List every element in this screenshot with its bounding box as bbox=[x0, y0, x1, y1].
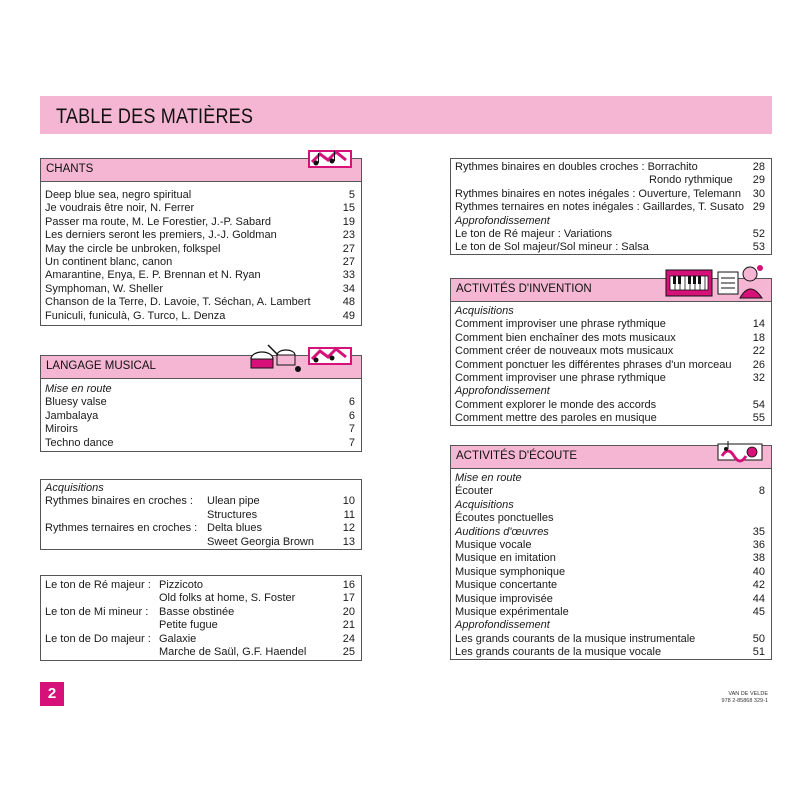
page-ref: 7 bbox=[348, 423, 355, 436]
entry-title: Les grands courants de la musique vocale bbox=[455, 646, 662, 659]
page-ref: 54 bbox=[752, 398, 765, 411]
entry-title: Musique concertante bbox=[455, 579, 558, 592]
entry-title: Bluesy valse bbox=[45, 396, 107, 409]
rythmes-list bbox=[45, 482, 355, 549]
entry-subtitle: Pizzicoto bbox=[159, 579, 204, 591]
chants-title: CHANTS bbox=[46, 163, 94, 175]
entry-title: Rythmes ternaires en notes inégales : Gaillardes, T. Susato bbox=[455, 201, 745, 214]
toc-entry bbox=[455, 385, 765, 398]
toc-entry bbox=[455, 619, 765, 632]
entry-subtitle: Sweet Georgia Brown bbox=[207, 535, 314, 548]
page-ref: 18 bbox=[752, 331, 765, 344]
toc-entry bbox=[45, 633, 355, 646]
page-ref: 17 bbox=[342, 592, 355, 605]
page-ref: 24 bbox=[342, 632, 355, 645]
toc-entry bbox=[45, 269, 355, 282]
entry-title: Musique expérimentale bbox=[455, 605, 569, 618]
entry-title: Je voudrais être noir, N. Ferrer bbox=[45, 202, 195, 215]
toc-entry bbox=[45, 592, 355, 605]
toc-entry bbox=[455, 305, 765, 318]
entry-title: Le ton de Ré majeur : Variations bbox=[455, 227, 612, 240]
toc-entry bbox=[455, 566, 765, 579]
toc-entry bbox=[455, 345, 765, 358]
toc-entry bbox=[455, 201, 765, 214]
entry-title: Rythmes binaires en croches : bbox=[45, 495, 193, 508]
entry-title: Le ton de Mi mineur : bbox=[45, 605, 149, 618]
page-ref: 11 bbox=[343, 508, 355, 521]
entry-title: Symphoman, W. Sheller bbox=[45, 282, 163, 295]
toc-entry bbox=[45, 619, 355, 632]
entry-title: Musique en imitation bbox=[455, 552, 556, 565]
entry-subtitle: Old folks at home, S. Foster bbox=[159, 592, 296, 605]
title-banner bbox=[40, 96, 772, 134]
entry-title: Passer ma route, M. Le Forestier, J.-P. Sabard bbox=[45, 215, 272, 228]
toc-entry bbox=[45, 606, 355, 619]
drums-icon bbox=[248, 343, 304, 373]
toc-entry bbox=[45, 296, 355, 309]
page-ref: 49 bbox=[342, 309, 355, 322]
toc-entry bbox=[455, 161, 765, 174]
entry-title: Techno dance bbox=[45, 436, 114, 449]
toc-entry bbox=[455, 472, 765, 485]
page-ref: 35 bbox=[752, 525, 765, 538]
entry-title: May the circle be unbroken, folkspel bbox=[45, 242, 221, 255]
ecoute-box bbox=[450, 445, 772, 660]
entry-title: Musique improvisée bbox=[455, 592, 553, 605]
page-ref: 5 bbox=[348, 189, 355, 201]
page-ref: 42 bbox=[752, 579, 765, 592]
entry-title: Le ton de Sol majeur/Sol mineur : Salsa bbox=[455, 241, 649, 254]
rythmes-avances-list bbox=[455, 161, 765, 255]
toc-entry bbox=[45, 189, 355, 202]
entry-title: Comment bien enchaîner des mots musicaux bbox=[455, 331, 676, 344]
toc-entry bbox=[45, 229, 355, 242]
ecoute-list bbox=[455, 472, 765, 659]
toc-entry bbox=[45, 256, 355, 269]
entry-title: Chanson de la Terre, D. Lavoie, T. Séchan, A. Lambert bbox=[45, 296, 311, 309]
section-label: Acquisitions bbox=[455, 498, 514, 511]
entry-title: Musique symphonique bbox=[455, 565, 566, 578]
section-label: Mise en route bbox=[455, 472, 522, 484]
toc-entry bbox=[455, 188, 765, 201]
section-label: Approfondissement bbox=[455, 385, 550, 398]
toc-entry bbox=[45, 396, 355, 409]
page-ref: 15 bbox=[342, 202, 355, 215]
section-label: Acquisitions bbox=[455, 305, 514, 317]
entry-title: Rondo rythmique bbox=[649, 174, 733, 187]
entry-title: Écoutes ponctuelles bbox=[455, 512, 554, 525]
entry-subtitle: Galaxie bbox=[159, 632, 197, 645]
entry-subtitle: Petite fugue bbox=[159, 619, 218, 632]
section-label: Acquisitions bbox=[45, 482, 104, 494]
page-ref: 23 bbox=[342, 229, 355, 242]
entry-title: Comment créer de nouveaux mots musicaux bbox=[455, 345, 674, 358]
keyboard-icon bbox=[664, 266, 714, 298]
page-ref: 52 bbox=[752, 227, 765, 240]
page-ref: 29 bbox=[752, 174, 765, 187]
toc-entry bbox=[45, 283, 355, 296]
toc-entry bbox=[45, 243, 355, 256]
page-ref: 27 bbox=[342, 255, 355, 268]
toc-entry bbox=[45, 310, 355, 323]
entry-title: Les derniers seront les premiers, J.-J. Goldman bbox=[45, 229, 277, 242]
entry-title: Comment mettre des paroles en musique bbox=[455, 412, 657, 425]
toc-entry bbox=[455, 593, 765, 606]
toc-entry bbox=[45, 579, 355, 592]
toc-entry bbox=[455, 606, 765, 619]
invention-list bbox=[455, 305, 765, 426]
entry-title: Comment explorer le monde des accords bbox=[455, 398, 657, 411]
page-ref: 8 bbox=[758, 485, 765, 498]
toc-entry bbox=[455, 241, 765, 254]
toc-entry bbox=[45, 646, 355, 659]
page-ref: 21 bbox=[342, 619, 355, 632]
invention-title: ACTIVITÉS D'INVENTION bbox=[456, 283, 592, 295]
toc-entry bbox=[455, 512, 765, 525]
page-ref: 6 bbox=[348, 396, 355, 409]
listening-icon bbox=[716, 438, 766, 464]
page-ref: 26 bbox=[752, 358, 765, 371]
entry-subtitle: Ulean pipe bbox=[207, 495, 260, 508]
toc-entry bbox=[455, 228, 765, 241]
page-ref: 13 bbox=[342, 535, 355, 548]
toc-entry bbox=[455, 646, 765, 659]
entry-title: Deep blue sea, negro spiritual bbox=[45, 189, 192, 201]
page-ref: 44 bbox=[752, 592, 765, 605]
rythmes-box bbox=[40, 479, 362, 550]
toc-entry bbox=[455, 552, 765, 565]
toc-entry bbox=[455, 372, 765, 385]
page-ref: 30 bbox=[752, 187, 765, 200]
toc-entry bbox=[45, 202, 355, 215]
toc-entry bbox=[455, 318, 765, 331]
music-notes-icon bbox=[306, 146, 354, 170]
ecoute-title: ACTIVITÉS D'ÉCOUTE bbox=[456, 450, 578, 462]
tons-box bbox=[40, 575, 362, 661]
page-ref: 28 bbox=[752, 161, 765, 173]
toc-entry bbox=[455, 579, 765, 592]
page-ref: 22 bbox=[752, 345, 765, 358]
composer-icon bbox=[716, 262, 766, 300]
entry-title: Musique vocale bbox=[455, 538, 532, 551]
tons-list bbox=[45, 579, 355, 659]
section-label: Approfondissement bbox=[455, 214, 550, 227]
entry-subtitle: Basse obstinée bbox=[159, 605, 235, 618]
page-ref: 53 bbox=[752, 241, 765, 254]
page-ref: 10 bbox=[342, 495, 355, 508]
toc-entry bbox=[45, 410, 355, 423]
toc-entry bbox=[45, 423, 355, 436]
page-ref: 38 bbox=[752, 552, 765, 565]
invention-box bbox=[450, 278, 772, 426]
entry-title: Un continent blanc, canon bbox=[45, 255, 173, 268]
langage-box bbox=[40, 355, 362, 452]
entry-title: Le ton de Ré majeur : bbox=[45, 579, 151, 591]
langage-list bbox=[45, 383, 355, 450]
entry-title: Jambalaya bbox=[45, 409, 99, 422]
toc-entry bbox=[45, 509, 355, 522]
page-ref: 16 bbox=[342, 579, 355, 591]
entry-title: Comment improviser une phrase rythmique bbox=[455, 318, 666, 331]
toc-entry bbox=[455, 485, 765, 498]
publisher-info bbox=[722, 691, 768, 705]
entry-title: Amarantine, Enya, E. P. Brennan et N. Ryan bbox=[45, 269, 261, 282]
page-ref: 36 bbox=[752, 538, 765, 551]
entry-title: Rythmes binaires en notes inégales : Ouverture, Telemann bbox=[455, 187, 741, 200]
section-label: Mise en route bbox=[45, 383, 112, 395]
rythmes-avances-box bbox=[450, 158, 772, 255]
section-label: Auditions d'œuvres bbox=[455, 525, 549, 538]
music-notes-icon bbox=[306, 343, 354, 367]
page-ref: 33 bbox=[342, 269, 355, 282]
toc-entry bbox=[455, 499, 765, 512]
entry-subtitle: Structures bbox=[207, 508, 258, 521]
publisher-name: VAN DE VELDE bbox=[728, 691, 768, 697]
toc-entry bbox=[455, 633, 765, 646]
entry-subtitle: Delta blues bbox=[207, 522, 263, 535]
page-ref: 45 bbox=[752, 605, 765, 618]
section-label: Approfondissement bbox=[455, 619, 550, 632]
page-ref: 27 bbox=[342, 242, 355, 255]
toc-entry bbox=[45, 437, 355, 450]
page-ref: 34 bbox=[342, 282, 355, 295]
page-ref: 51 bbox=[752, 646, 765, 659]
entry-title: Miroirs bbox=[45, 423, 78, 436]
entry-title: Rythmes ternaires en croches : bbox=[45, 522, 198, 535]
page-ref: 48 bbox=[342, 296, 355, 309]
entry-title: Comment improviser une phrase rythmique bbox=[455, 371, 666, 384]
isbn: 978 2-85868 329-1 bbox=[721, 698, 768, 704]
page-ref: 32 bbox=[752, 371, 765, 384]
entry-title: Comment ponctuer les différentes phrases d'un morceau bbox=[455, 358, 732, 371]
page-ref: 20 bbox=[342, 605, 355, 618]
page-ref: 40 bbox=[752, 565, 765, 578]
entry-subtitle: Marche de Saül, G.F. Haendel bbox=[159, 645, 307, 658]
page-number: 2 bbox=[40, 682, 64, 706]
chants-list bbox=[45, 189, 355, 323]
page-ref: 7 bbox=[348, 436, 355, 449]
toc-entry bbox=[455, 359, 765, 372]
entry-title: Écouter bbox=[455, 485, 493, 498]
page-title: TABLE DES MATIÈRES bbox=[56, 105, 254, 128]
toc-entry bbox=[455, 412, 765, 425]
page-ref: 55 bbox=[752, 412, 765, 425]
page-ref: 14 bbox=[752, 318, 765, 331]
toc-entry bbox=[45, 495, 355, 508]
toc-entry bbox=[45, 522, 355, 535]
page-ref: 12 bbox=[342, 522, 355, 535]
toc-entry bbox=[455, 399, 765, 412]
entry-title: Rythmes binaires en doubles croches : Borrachito bbox=[455, 161, 698, 173]
toc-entry bbox=[45, 536, 355, 549]
page-ref: 50 bbox=[752, 632, 765, 645]
toc-entry bbox=[455, 215, 765, 228]
entry-title: Funiculi, funiculà, G. Turco, L. Denza bbox=[45, 309, 226, 322]
toc-entry bbox=[455, 174, 765, 187]
toc-entry bbox=[455, 332, 765, 345]
page-ref: 25 bbox=[342, 645, 355, 658]
page-ref: 19 bbox=[342, 215, 355, 228]
page-ref: 6 bbox=[348, 409, 355, 422]
toc-entry bbox=[455, 539, 765, 552]
toc-entry bbox=[455, 526, 765, 539]
chants-box bbox=[40, 158, 362, 326]
entry-title: Le ton de Do majeur : bbox=[45, 632, 151, 645]
toc-entry bbox=[45, 216, 355, 229]
page-ref: 29 bbox=[752, 201, 765, 214]
langage-title: LANGAGE MUSICAL bbox=[46, 360, 156, 372]
entry-title: Les grands courants de la musique instrumentale bbox=[455, 632, 696, 645]
